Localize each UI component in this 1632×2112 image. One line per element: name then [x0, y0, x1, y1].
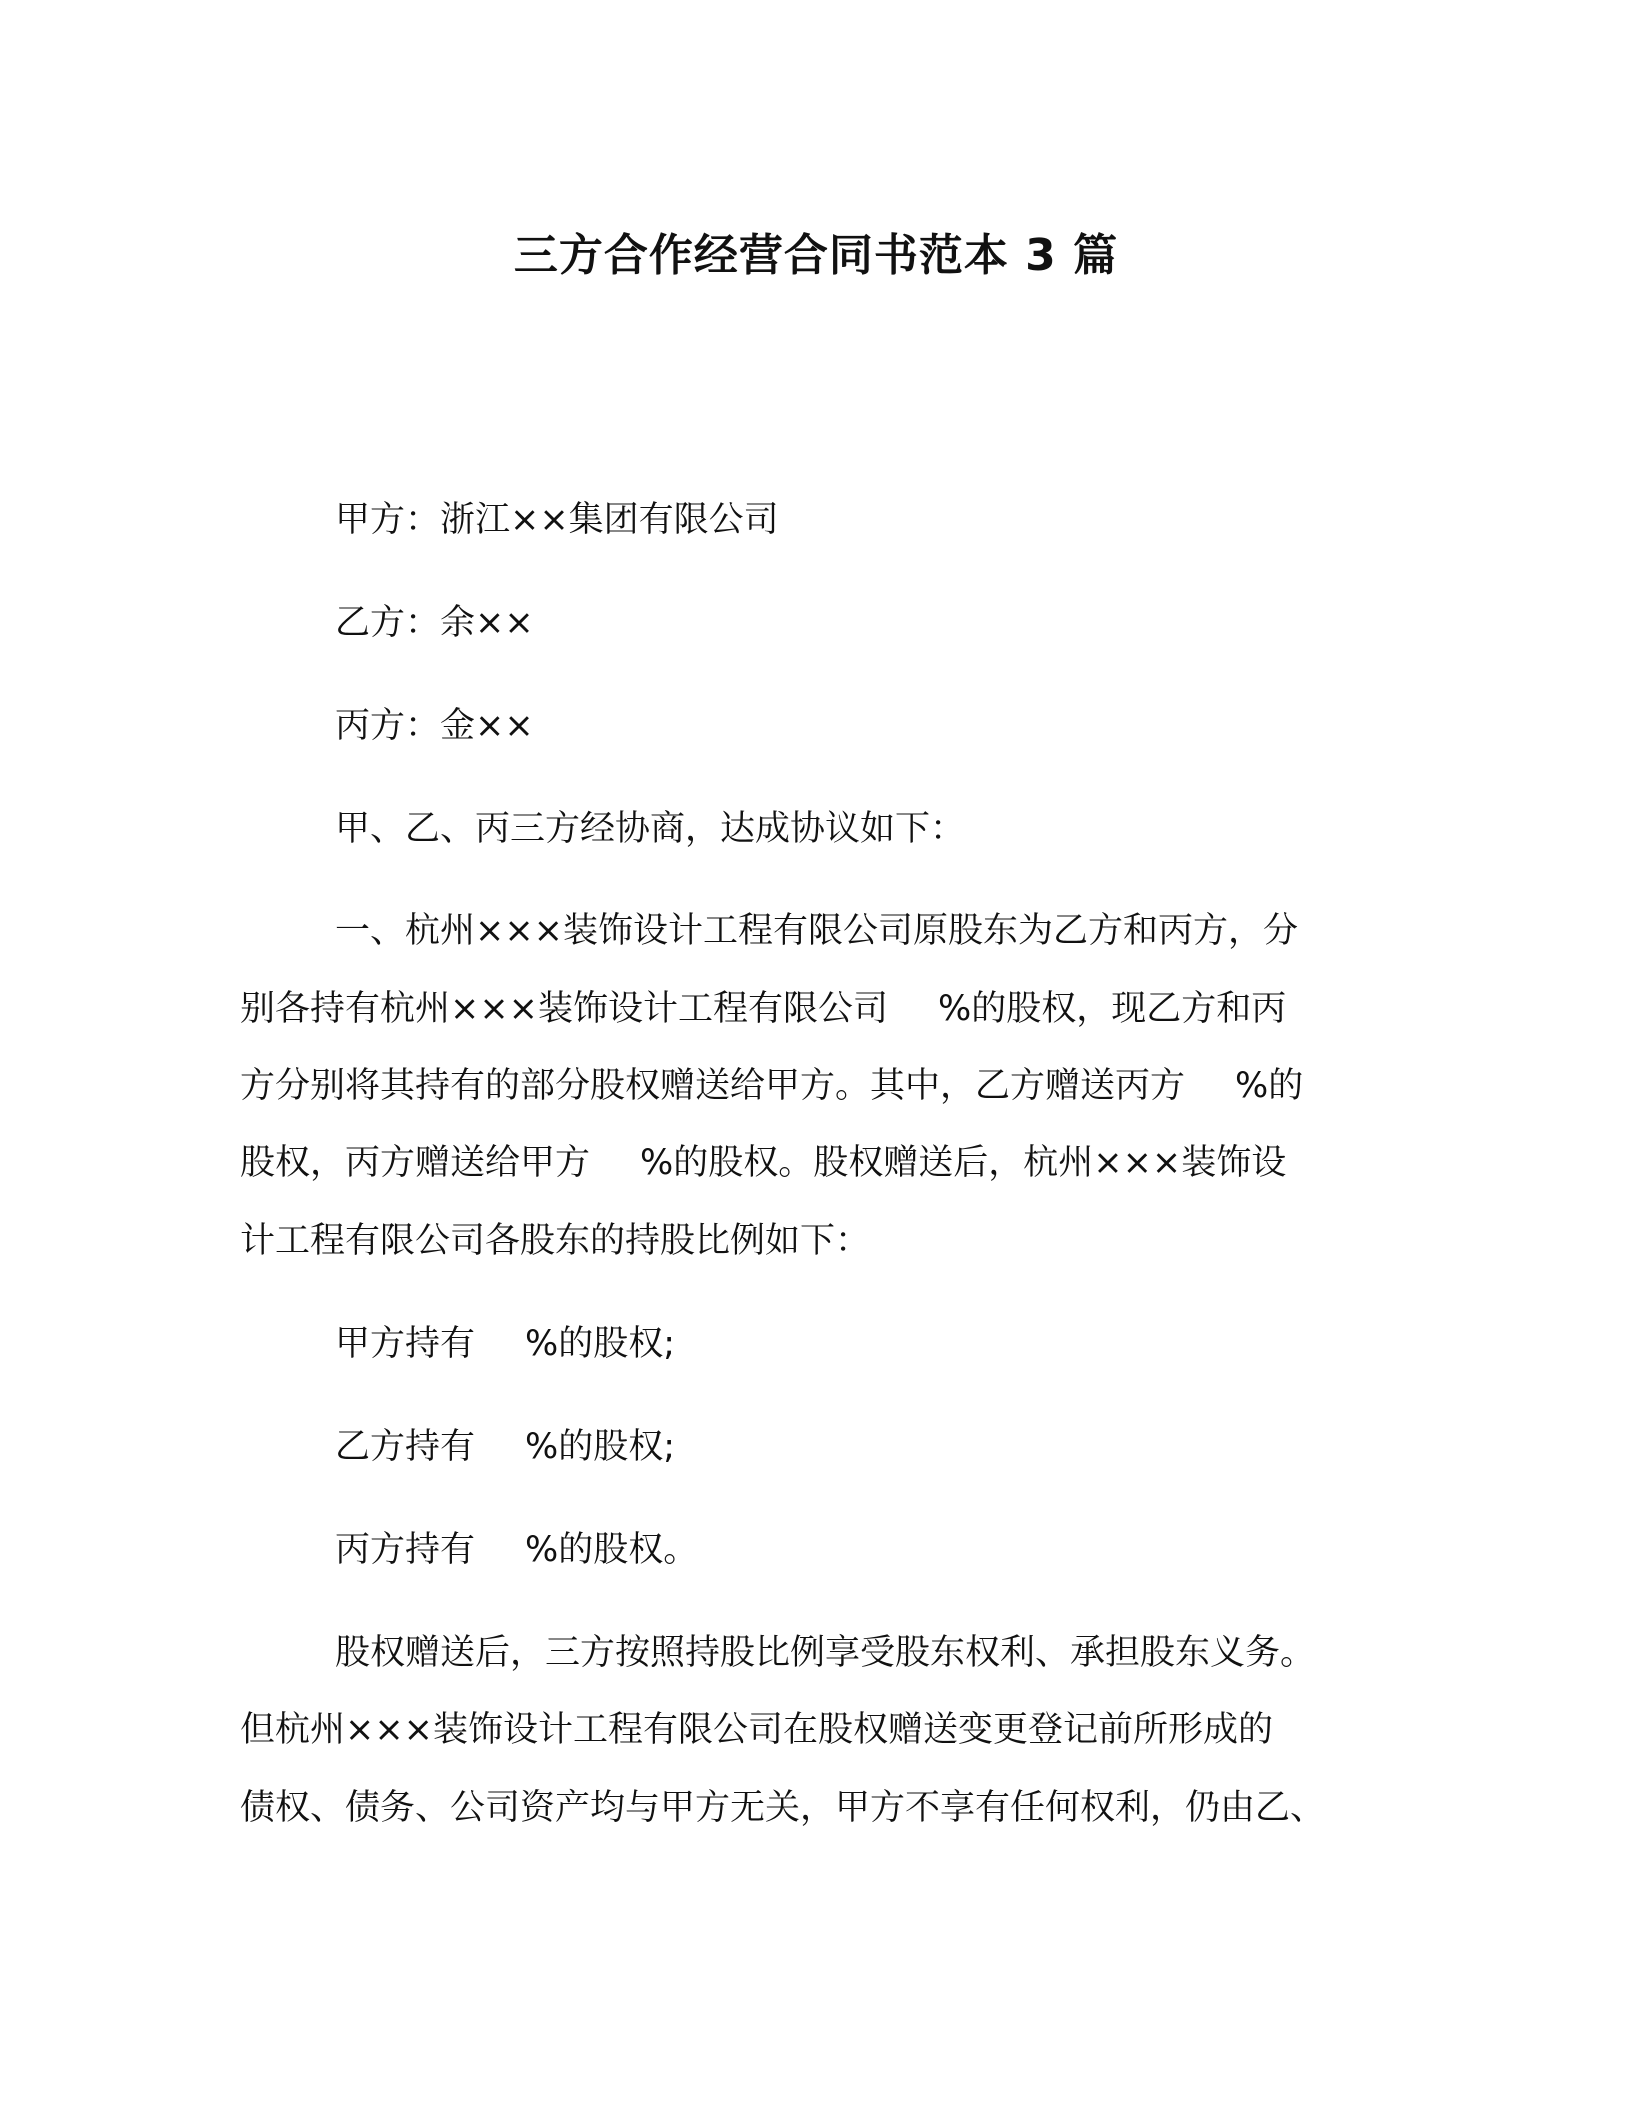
holding-c-suffix: %的股权。: [525, 1530, 699, 1570]
para2-line-2: 但杭州×××装饰设计工程有限公司在股权赠送变更登记前所形成的: [240, 1710, 1273, 1750]
clause1-line-3: [240, 1060, 1303, 1112]
holding-a-line: [335, 1318, 675, 1370]
party-c-line: 丙方：金××: [335, 706, 534, 746]
para2-line-1: 股权赠送后，三方按照持股比例享受股东权利、承担股东义务。: [335, 1633, 1316, 1673]
party-a-line: 甲方：浙江××集团有限公司: [335, 500, 779, 540]
clause1-line-2a: 别各持有杭州×××装饰设计工程有限公司: [240, 989, 888, 1029]
clause1-line-4b: %的股权。股权赠送后，杭州×××装饰设: [640, 1143, 1287, 1183]
intro-line: 甲、乙、丙三方经协商，达成协议如下：: [335, 809, 966, 849]
holding-b-line: [335, 1421, 675, 1473]
clause1-line-1: 一、杭州×××装饰设计工程有限公司原股东为乙方和丙方，分: [335, 911, 1298, 951]
clause1-line-5: 计工程有限公司各股东的持股比例如下：: [240, 1221, 871, 1261]
holding-a-suffix: %的股权;: [525, 1324, 676, 1364]
party-b-line: 乙方：余××: [335, 603, 534, 643]
clause1-line-3b: %的: [1235, 1066, 1304, 1106]
document-title: 三方合作经营合同书范本 3 篇: [513, 230, 1119, 281]
clause1-line-2b: %的股权，现乙方和丙: [937, 989, 1287, 1029]
para2-line-3: 债权、债务、公司资产均与甲方无关，甲方不享有任何权利，仍由乙、: [240, 1788, 1326, 1828]
holding-c-line: [335, 1524, 698, 1576]
holding-c-prefix: 丙方持有: [335, 1530, 476, 1570]
clause1-line-4: [240, 1137, 1286, 1189]
clause1-line-4a: 股权，丙方赠送给甲方: [240, 1143, 591, 1183]
holding-b-prefix: 乙方持有: [335, 1427, 476, 1467]
clause1-line-2: [240, 983, 1286, 1035]
clause1-line-3a: 方分别将其持有的部分股权赠送给甲方。其中，乙方赠送丙方: [240, 1066, 1186, 1106]
holding-b-suffix: %的股权;: [525, 1427, 676, 1467]
holding-a-prefix: 甲方持有: [335, 1324, 476, 1364]
